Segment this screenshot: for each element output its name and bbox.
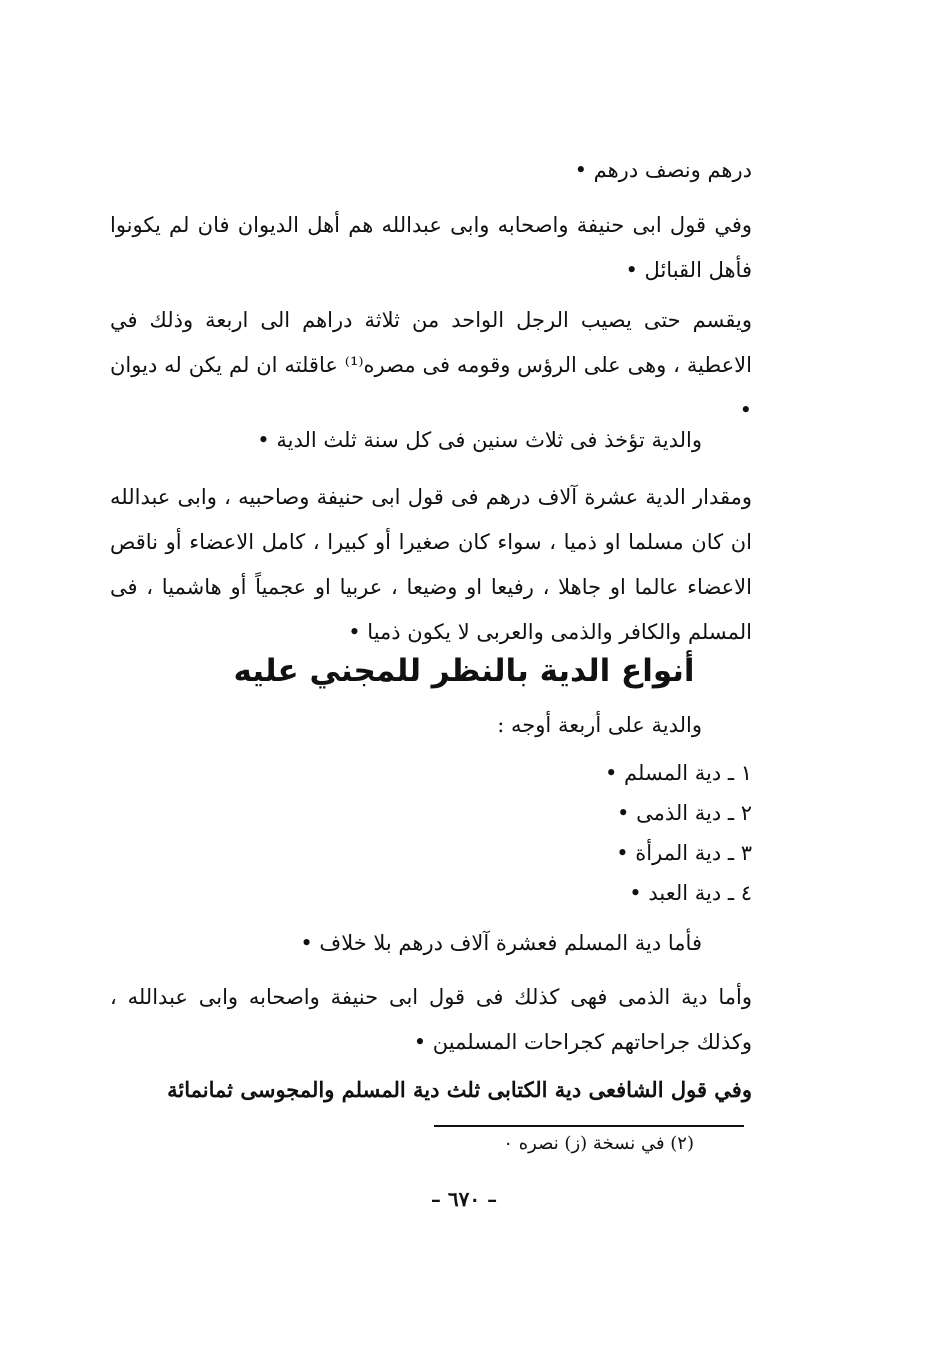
paragraph-1: درهم ونصف درهم • [574, 158, 752, 182]
list-item: ٤ ـ دية العبد • [629, 881, 752, 905]
page-number: – ٦٧٠ – [430, 1187, 498, 1211]
paragraph-7: وأما دية الذمى فهى كذلك فى قول ابى حنيفة واصحابه وابى عبدالله ، وكذلك جراحاتهم كجراحات المسلمين • [110, 985, 752, 1054]
section-intro: والدية على أربعة أوجه : [497, 713, 702, 737]
paragraph-5: ومقدار الدية عشرة آلاف درهم فى قول ابى حنيفة وصاحبيه ، وابى عبدالله ان كان مسلما او ذميا ، سواء كان صغيرا أو كبيرا ، كامل الاعضاء أو ناقص الاعضاء عالما او جاهلا ، رفيعا او وضيعا ، عربيا او عجمياً أو هاشميا ، فى المسلم والكافر والذمى والعربى لا يكون ذميا • [110, 485, 752, 644]
list-item: ٣ ـ دية المرأة • [616, 841, 752, 865]
paragraph-2: وفي قول ابى حنيفة واصحابه وابى عبدالله هم أهل الديوان فان لم يكونوا فأهل القبائل • [110, 213, 752, 282]
paragraph-6: فأما دية المسلم فعشرة آلاف درهم بلا خلاف • [300, 931, 702, 955]
section-heading: أنواع الدية بالنظر للمجني عليه [233, 653, 695, 689]
list-item: ١ ـ دية المسلم • [604, 761, 752, 785]
paragraph-3: ويقسم حتى يصيب الرجل الواحد من ثلاثة دراهم الى اربعة وذلك في الاعطية ، وهى على الرؤس وقومه فى مصره⁽¹⁾ عاقلته ان لم يكن له ديوان • [110, 308, 752, 422]
paragraph-8: وفي قول الشافعى دية الكتابى ثلث دية المسلم والمجوسى ثمانمائة [167, 1077, 752, 1102]
diya-types-list [605, 753, 752, 913]
footnote: (٢) في نسخة (ز) نصره ٠ [503, 1133, 694, 1154]
footnote-divider [434, 1125, 744, 1127]
paragraph-4: والدية تؤخذ فى ثلاث سنين فى كل سنة ثلث الدية • [257, 428, 702, 452]
list-item: ٢ ـ دية الذمى • [617, 801, 752, 825]
